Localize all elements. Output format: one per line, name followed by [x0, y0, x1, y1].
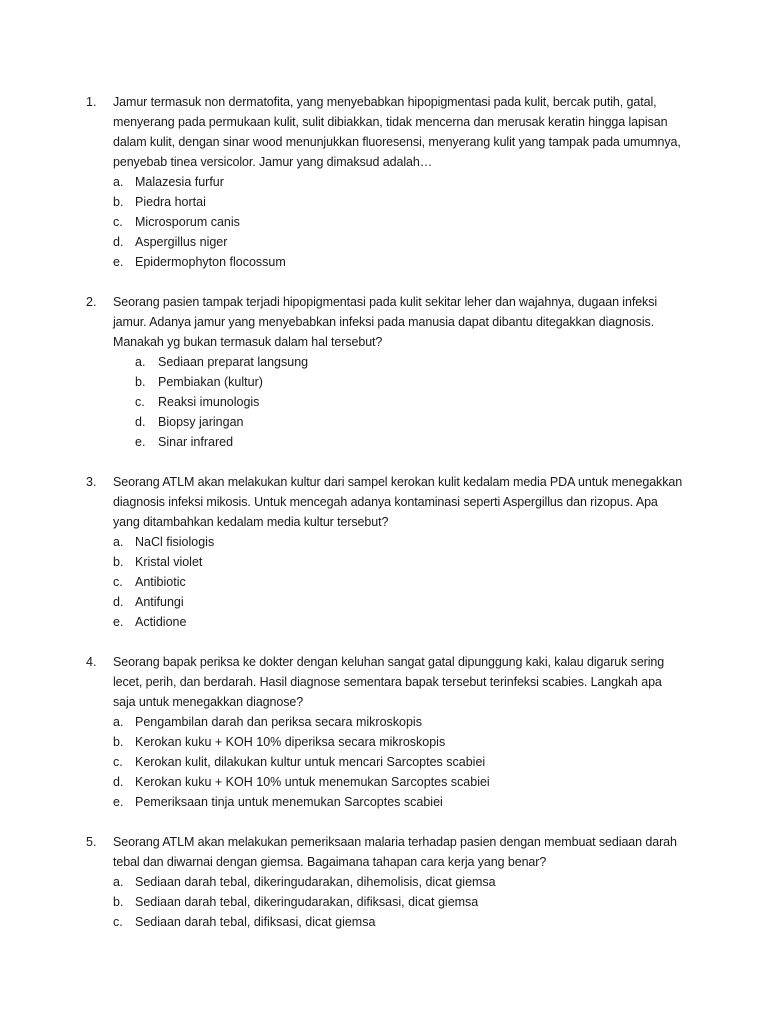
option-letter: a. — [113, 715, 124, 729]
question-text: Seorang ATLM akan melakukan pemeriksaan malaria terhadap pasien dengan membuat sediaan darah tebal dan diwarnai dengan giemsa. Bagaimana tahapan cara kerja yang benar? — [113, 835, 677, 869]
option-text: Pengambilan darah dan periksa secara mikroskopis — [135, 715, 422, 729]
option-text: Sediaan darah tebal, dikeringudarakan, dihemolisis, dicat giemsa — [135, 875, 496, 889]
option-letter: d. — [113, 235, 124, 249]
option-letter: c. — [113, 755, 123, 769]
option-letter: b. — [113, 735, 124, 749]
option-list — [135, 352, 686, 452]
option-list — [113, 872, 686, 932]
option-letter: d. — [135, 415, 146, 429]
option-letter: b. — [113, 895, 124, 909]
option-letter: b. — [113, 555, 124, 569]
option-d — [113, 592, 686, 612]
option-a — [113, 872, 686, 892]
option-letter: a. — [113, 875, 124, 889]
question-1 — [86, 92, 686, 272]
option-text: Piedra hortai — [135, 195, 206, 209]
question-number: 2. — [86, 295, 97, 309]
option-e — [113, 792, 686, 812]
option-text: Kristal violet — [135, 555, 203, 569]
option-e — [113, 252, 686, 272]
question-text: Seorang ATLM akan melakukan kultur dari sampel kerokan kulit kedalam media PDA untuk menegakkan diagnosis infeksi mikosis. Untuk mencegah adanya kontaminasi seperti Aspergillus dan rizopus. Apa yang ditambahkan kedalam media kultur tersebut? — [113, 475, 683, 529]
option-b — [113, 732, 686, 752]
option-letter: a. — [135, 355, 146, 369]
question-number: 1. — [86, 95, 97, 109]
option-text: Kerokan kuku + KOH 10% diperiksa secara mikroskopis — [135, 735, 446, 749]
option-a — [135, 352, 686, 372]
option-letter: e. — [135, 435, 146, 449]
option-text: Pembiakan (kultur) — [158, 375, 263, 389]
option-letter: c. — [135, 395, 145, 409]
option-e — [135, 432, 686, 452]
option-list — [113, 532, 686, 632]
option-d — [135, 412, 686, 432]
option-b — [113, 552, 686, 572]
option-letter: e. — [113, 255, 124, 269]
option-text: Sinar infrared — [158, 435, 234, 449]
option-a — [113, 172, 686, 192]
option-text: Antibiotic — [135, 575, 186, 589]
option-b — [113, 892, 686, 912]
question-text: Seorang pasien tampak terjadi hipopigmentasi pada kulit sekitar leher dan wajahnya, dugaan infeksi jamur. Adanya jamur yang menyebabkan infeksi pada manusia dapat dibantu ditegakkan diagnosis. Manakah yg bukan termasuk dalam hal tersebut? — [113, 295, 658, 349]
option-text: Aspergillus niger — [135, 235, 228, 249]
question-text: Jamur termasuk non dermatofita, yang menyebabkan hipopigmentasi pada kulit, bercak putih, gatal, menyerang pada permukaan kulit, sulit dibiakkan, tidak mencerna dan merusak keratin hingga lapisan dalam kulit, dengan sinar wood menunjukkan fluoresensi, menyerang kulit yang tampak pada umumnya, penyebab tinea versicolor. Jamur yang dimaksud adalah… — [113, 95, 681, 169]
option-text: Actidione — [135, 615, 187, 629]
option-letter: e. — [113, 615, 124, 629]
option-c — [113, 572, 686, 592]
option-d — [113, 232, 686, 252]
option-list — [113, 172, 686, 272]
option-letter: d. — [113, 595, 124, 609]
option-text: Biopsy jaringan — [158, 415, 244, 429]
option-text: Kerokan kuku + KOH 10% untuk menemukan Sarcoptes scabiei — [135, 775, 490, 789]
option-b — [135, 372, 686, 392]
option-d — [113, 772, 686, 792]
option-letter: b. — [135, 375, 146, 389]
option-a — [113, 532, 686, 552]
option-c — [135, 392, 686, 412]
option-text: Reaksi imunologis — [158, 395, 260, 409]
option-c — [113, 212, 686, 232]
option-text: Malazesia furfur — [135, 175, 224, 189]
option-text: Sediaan darah tebal, difiksasi, dicat giemsa — [135, 915, 376, 929]
question-2 — [86, 292, 686, 452]
option-letter: c. — [113, 915, 123, 929]
question-3 — [86, 472, 686, 632]
option-letter: e. — [113, 795, 124, 809]
option-e — [113, 612, 686, 632]
option-a — [113, 712, 686, 732]
option-letter: a. — [113, 175, 124, 189]
option-text: Sediaan preparat langsung — [158, 355, 309, 369]
question-text: Seorang bapak periksa ke dokter dengan keluhan sangat gatal dipunggung kaki, kalau digaruk sering lecet, perih, dan berdarah. Hasil diagnose sementara bapak tersebut terinfeksi scabies. Langkah apa saja untuk menegakkan diagnose? — [113, 655, 665, 709]
option-c — [113, 752, 686, 772]
option-list — [113, 712, 686, 812]
option-text: Pemeriksaan tinja untuk menemukan Sarcoptes scabiei — [135, 795, 443, 809]
option-text: Antifungi — [135, 595, 184, 609]
question-number: 3. — [86, 475, 97, 489]
option-text: Microsporum canis — [135, 215, 240, 229]
option-letter: d. — [113, 775, 124, 789]
option-text: Epidermophyton flocossum — [135, 255, 286, 269]
question-4 — [86, 652, 686, 812]
option-b — [113, 192, 686, 212]
option-letter: b. — [113, 195, 124, 209]
question-5 — [86, 832, 686, 932]
option-text: NaCl fisiologis — [135, 535, 215, 549]
option-text: Sediaan darah tebal, dikeringudarakan, difiksasi, dicat giemsa — [135, 895, 479, 909]
option-letter: c. — [113, 215, 123, 229]
option-letter: c. — [113, 575, 123, 589]
question-number: 5. — [86, 835, 97, 849]
option-c — [113, 912, 686, 932]
option-text: Kerokan kulit, dilakukan kultur untuk mencari Sarcoptes scabiei — [135, 755, 486, 769]
question-number: 4. — [86, 655, 97, 669]
option-letter: a. — [113, 535, 124, 549]
